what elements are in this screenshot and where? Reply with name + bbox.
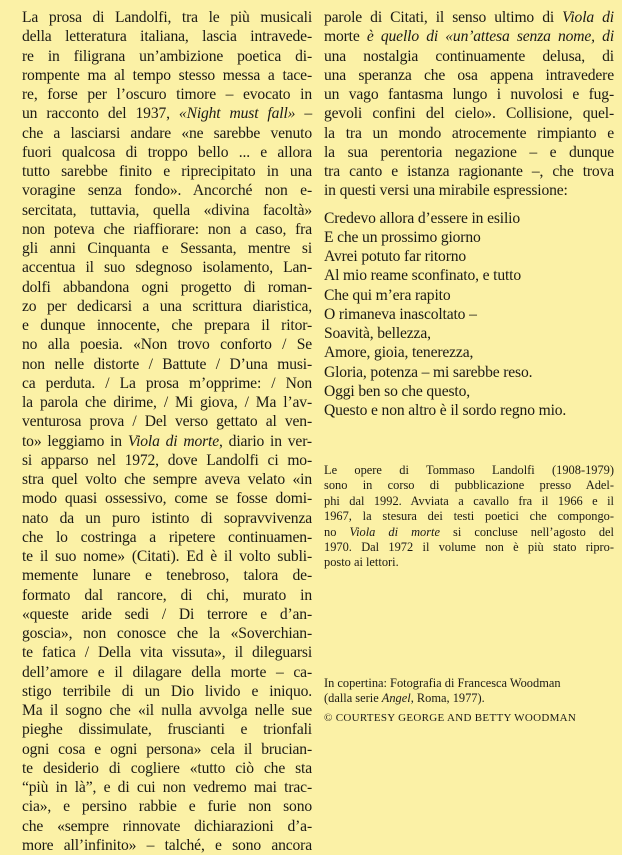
note-line: Le opere di Tommaso Landolfi (1908-1979)	[324, 463, 614, 477]
left-column-line: della letteratura italiana, lascia intravede-	[22, 28, 312, 46]
left-column-line: more all’infinito» – talché, e sono ancora	[22, 836, 312, 854]
left-column-line: “più in là”, e di cui non vedremo mai trac-	[22, 779, 312, 796]
right-column-line: morte è quello di «un’attesa senza nome, di	[324, 28, 614, 46]
left-column-line: dell’amore e il dilagare della morte – ca-	[22, 663, 312, 681]
left-column-line: sercitata, tuttavia, quella «divina facoltà»	[22, 201, 312, 219]
left-column-line: accentua il suo sdegnoso isolamento, Lan-	[22, 259, 312, 277]
credit-line: In copertina: Fotografia di Francesca Woodman	[324, 676, 561, 690]
right-prose	[324, 8, 614, 201]
left-column-line: ca perduta. / La prosa m’opprime: / Non	[22, 374, 312, 392]
italic-title: Viola di morte	[349, 524, 440, 539]
left-column-line: memente lunare e tenebroso, talora de-	[22, 567, 312, 585]
poem-excerpt	[324, 209, 614, 421]
left-column-line: e dunque innocente, che prepara il ritor-	[22, 317, 312, 334]
left-column-line: ogni cosa e ogni persona» cela il brucian-	[22, 740, 312, 758]
cover-credit	[324, 676, 622, 724]
left-column-line: goscia», non conosce che la «Soverchian-	[22, 625, 312, 642]
left-column-line: «queste aride sedi / Di terrore e d’an-	[22, 605, 312, 623]
right-column-line: la sua perentoria negazione – e dunque	[324, 143, 614, 161]
verse-line: Soavità, bellezza,	[324, 325, 431, 342]
left-column-line: che a lasciarsi andare «ne sarebbe venuto	[22, 124, 312, 142]
verse-line: Credevo allora d’essere in esilio	[324, 209, 520, 227]
left-column-line: non poteva che riaffiorare: non a caso, fra	[22, 220, 312, 238]
left-column-line: Ma il sogno che «il nulla avvolga nelle sue	[22, 702, 312, 719]
left-column-line: te il suo nome» (Citati). Ed è il volto subli-	[22, 548, 312, 565]
left-column-line: pieghe dissimulate, fruscianti e trionfali	[22, 721, 312, 739]
note-line: 1970. Dal 1972 il volume non è più stato ripro-	[324, 539, 614, 554]
left-column-line: stra quel volto che sempre aveva velato «in	[22, 471, 312, 488]
left-column-line: to» leggiamo in Viola di morte, diario in ver-	[22, 432, 312, 450]
left-column-line: stigo terribile di un Dio livido e iniquo.	[22, 682, 312, 700]
left-column-line: dolfi abbandona ogni progetto di roman-	[22, 278, 312, 296]
verse-line: Amore, gioia, tenerezza,	[324, 344, 474, 362]
right-column-line: gevoli confini del cielo». Collisione, quel-	[324, 105, 614, 123]
verse-line: Gloria, potenza – mi sarebbe reso.	[324, 363, 533, 381]
left-column-line: che lo costringa a ripetere continuamen-	[22, 528, 312, 546]
left-column-line: non nelle distorte / Battute / D’una musi-	[22, 355, 312, 373]
publication-note	[324, 463, 614, 571]
right-column-line: tra canto e istanza ragionante –, che trova	[324, 163, 614, 180]
right-column-line: una nostalgia continuamente delusa, di	[324, 47, 614, 65]
note-line: posto ai lettori.	[324, 555, 399, 570]
verse-line: Avrei potuto far ritorno	[324, 248, 467, 265]
italic-title: Viola di morte	[127, 432, 220, 450]
right-column-line: in questi versi una mirabile espressione:	[324, 182, 568, 200]
left-column-line: te fatica / Della vita vissuta», il dileguarsi	[22, 644, 312, 662]
cover-credit-text	[324, 676, 622, 707]
left-column-line: la parola che dirime, / Mi giova, / Ma l’av-	[22, 394, 312, 411]
verse-line: Che qui m’era rapito	[324, 286, 451, 304]
left-column-line: re, forse per l’oscuro timore – evocato in	[22, 86, 312, 103]
left-column-line: voragine senza fondo». Ancorché non e-	[22, 182, 312, 200]
italic-title: è quello di «un’attesa senza nome, di	[359, 28, 614, 46]
right-column-line: la tra un mondo atrocemente rimpianto e	[324, 124, 614, 142]
left-column-line: si apparso nel 1972, dove Landolfi ci mo-	[22, 451, 312, 469]
left-column-line: tutto sarebbe finito e riprecipitato in una	[22, 163, 312, 180]
italic-title: «Night must fall»	[178, 105, 296, 123]
verse-line: Questo e non altro è il sordo regno mio.	[324, 402, 567, 419]
italic-title: Angel	[381, 691, 411, 706]
note-line: 1967, la stesura dei testi poetici che compongo-	[324, 509, 614, 524]
left-text-column	[22, 8, 312, 855]
note-line: phi dal 1992. Avviata a cavallo fra il 1966 e il	[324, 493, 614, 508]
verse-line: Al mio reame sconfinato, e tutto	[324, 267, 521, 285]
left-column-line: rompente ma al tempo stesso messa a tace-	[22, 66, 312, 84]
left-column-line: zo per dedicarsi a una scrittura diaristica,	[22, 297, 312, 315]
left-column-line: cia», e persino rabbie e furie non sono	[22, 798, 312, 816]
note-line: sono in corso di pubblicazione presso Adel-	[324, 478, 614, 493]
right-column-line: una speranza che osa appena intravedere	[324, 66, 614, 84]
left-column-line: te desiderio di cogliere «tutto ciò che sta	[22, 759, 312, 777]
left-column-line: venturosa prova / Del verso gettato al ven-	[22, 413, 312, 431]
verse-line: Oggi ben so che questo,	[324, 382, 470, 400]
left-column-line: gli anni Cinquanta e Sessanta, mentre si	[22, 240, 312, 257]
left-column-line: modo quasi ossessivo, come se fosse domi-	[22, 490, 312, 508]
left-column-line: re in filigrana un’ambizione poetica di-	[22, 47, 312, 65]
left-column-line: un racconto del 1937, «Night must fall» –	[22, 105, 312, 123]
italic-title: Viola di	[562, 9, 614, 26]
left-column-line: La prosa di Landolfi, tra le più musicali	[22, 9, 312, 26]
right-column-line: parole di Citati, il senso ultimo di Viola di	[324, 9, 614, 26]
right-text-column	[324, 8, 614, 420]
left-column-line: che «sempre rinnovate dichiarazioni d’a-	[22, 817, 312, 835]
copyright-line: © COURTESY GEORGE AND BETTY WOODMAN	[324, 711, 577, 724]
note-line: no Viola di morte si concluse nell’agosto del	[324, 524, 614, 539]
left-column-line: formato dal rancore, di chi, murato in	[22, 586, 312, 604]
right-column-line: un vago fantasma lungo i nuvolosi e fug-	[324, 86, 614, 103]
verse-line: O rimaneva inascoltato –	[324, 305, 477, 323]
left-column-line: fuori qualcosa di troppo bello ... e allora	[22, 143, 312, 161]
verse-line: E che un prossimo giorno	[324, 228, 481, 246]
credit-line: (dalla serie Angel, Roma, 1977).	[324, 691, 485, 706]
left-column-line: no alla poesia. «Non trovo conforto / Se	[22, 336, 312, 354]
left-column-line: nato da un puro istinto di sopravvivenza	[22, 509, 312, 527]
